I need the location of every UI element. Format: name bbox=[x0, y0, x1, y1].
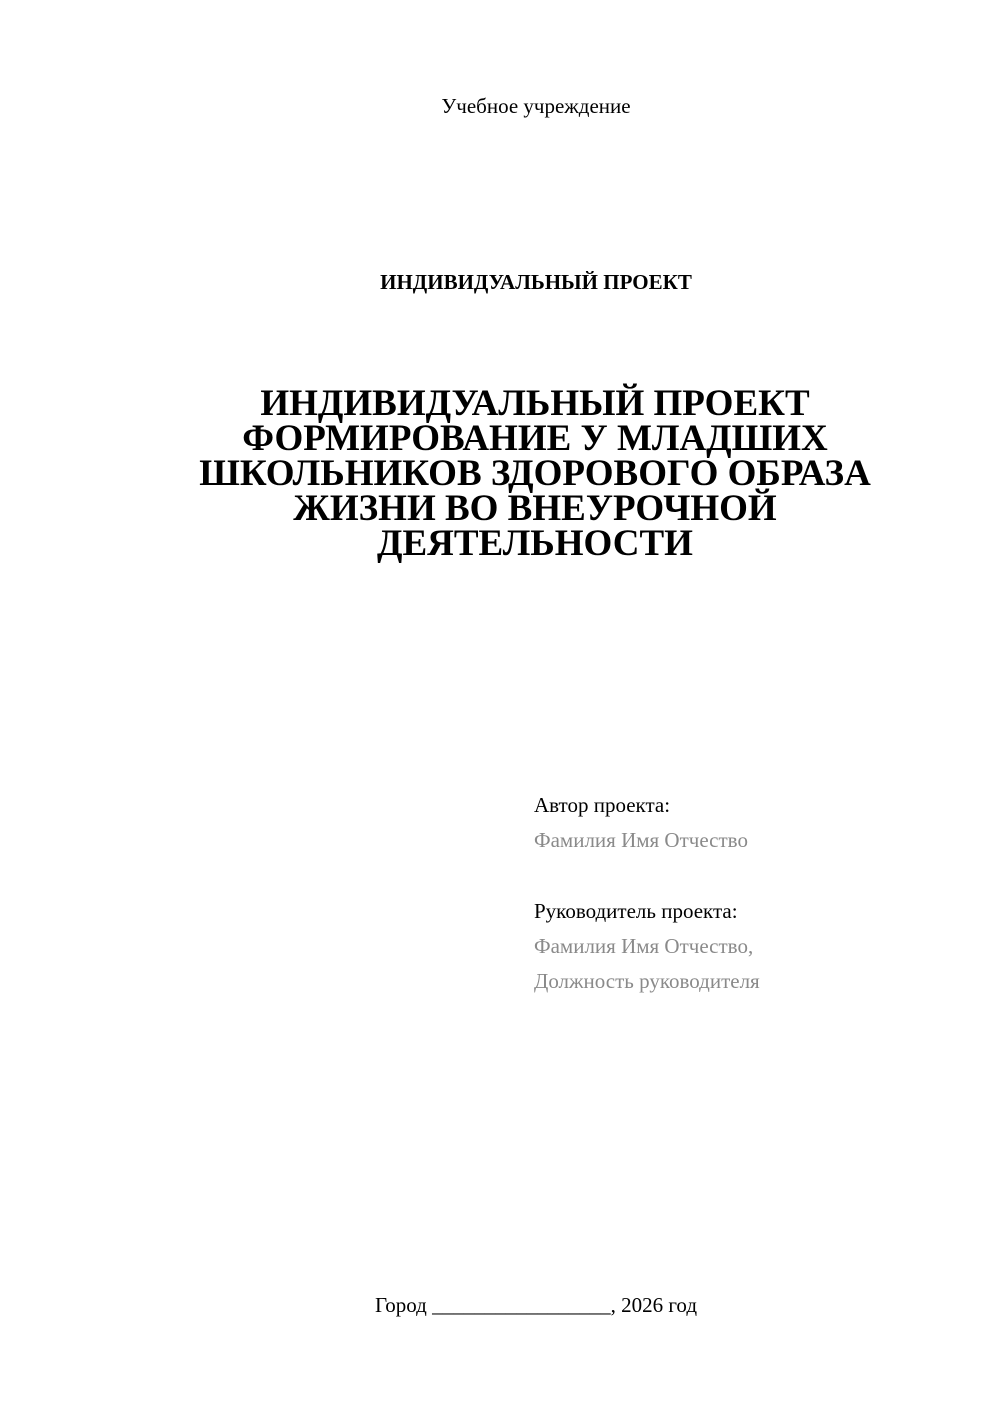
author-section bbox=[534, 788, 974, 858]
supervisor-section bbox=[534, 894, 974, 999]
title-line: ИНДИВИДУАЛЬНЫЙ ПРОЕКТ bbox=[260, 383, 810, 424]
supervisor-position-placeholder: Должность руководителя bbox=[534, 969, 760, 993]
supervisor-label: Руководитель проекта: bbox=[534, 899, 738, 923]
supervisor-name-placeholder: Фамилия Имя Отчество, bbox=[534, 934, 754, 958]
author-label: Автор проекта: bbox=[534, 793, 671, 817]
city-year-line: Город _________________, 2026 год bbox=[374, 1293, 698, 1317]
institution-name: Учебное учреждение bbox=[441, 94, 631, 118]
document-type: ИНДИВИДУАЛЬНЫЙ ПРОЕКТ bbox=[380, 270, 692, 294]
author-name-placeholder: Фамилия Имя Отчество bbox=[534, 828, 748, 852]
title-line: ШКОЛЬНИКОВ ЗДОРОВОГО ОБРАЗА bbox=[199, 453, 871, 494]
project-title bbox=[150, 383, 920, 564]
title-line: ЖИЗНИ ВО ВНЕУРОЧНОЙ bbox=[293, 488, 777, 529]
title-line: ФОРМИРОВАНИЕ У МЛАДШИХ bbox=[242, 418, 828, 459]
title-line: ДЕЯТЕЛЬНОСТИ bbox=[377, 523, 693, 564]
signature-block bbox=[534, 788, 974, 999]
